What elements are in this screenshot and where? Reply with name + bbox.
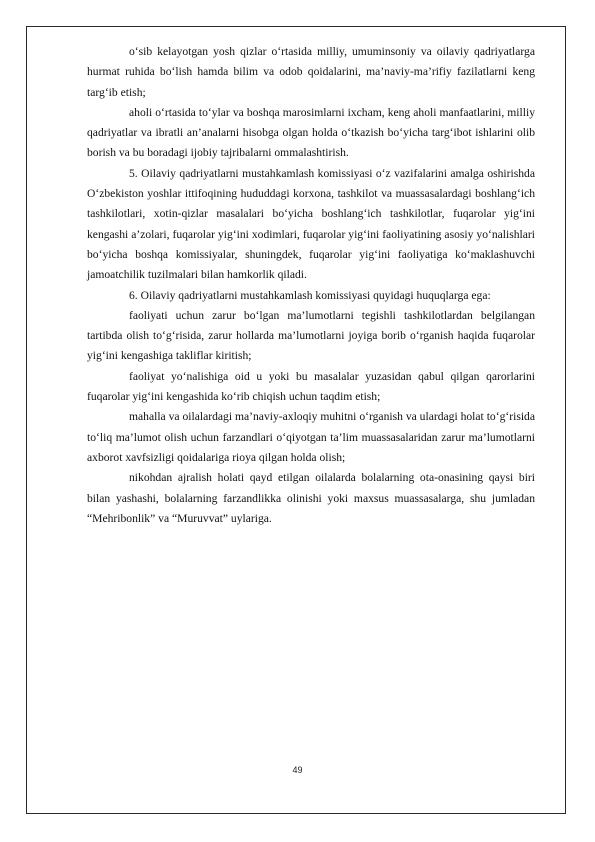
paragraph-1: o‘sib kelayotgan yosh qizlar o‘rtasida milliy, umuminsoniy va oilaviy qadriyatlarga hurmat ruhida bo‘lish hamda bilim va odob qoidalarini, ma’naviy-ma’rifiy fazilatlarni keng targ‘ib etish;: [87, 45, 535, 99]
paragraph-6: faoliyat yo‘nalishiga oid u yoki bu masalalar yuzasidan qabul qilgan qarorlarini fuqarolar yig‘ini kengashida ko‘rib chiqish uchun taqdim etish;: [87, 369, 535, 404]
paragraph-8: nikohdan ajralish holati qayd etilgan oilalarda bolalarning ota-onasining qaysi biri bilan yashashi, bolalarning farzandlikka olinishi yoki maxsus muassasalarga, shu jumladan “Mehribonlik” va “Muruvvat” uylariga.: [87, 471, 535, 525]
paragraph-5: faoliyati uchun zarur bo‘lgan ma’lumotlarni tegishli tashkilotlardan belgilangan tartibda olish to‘g‘risida, zarur hollarda ma’lumotlarni joyiga borib o‘rganish haqida fuqarolar yig‘ini kengashiga takliflar kiritish;: [87, 308, 535, 363]
document-body: [87, 42, 535, 529]
page-number: 49: [292, 765, 303, 775]
paragraph-4: 6. Oilaviy qadriyatlarni mustahkamlash komissiyasi quyidagi huquqlarga ega:: [129, 288, 491, 302]
paragraph-2: aholi o‘rtasida to‘ylar va boshqa marosimlarni ixcham, keng aholi manfaatlarini, milliy qadriyatlar va ibratli an’analarni hisobga olgan holda o‘tkazish bo‘yicha targ‘ibot ishlarini olib borish va bu boradagi ijobiy tajribalarni ommalashtirish.: [87, 105, 535, 160]
paragraph-7: mahalla va oilalardagi ma’naviy-axloqiy muhitni o‘rganish va ulardagi holat to‘g‘risida to‘liq ma’lumot olish uchun farzandlari o‘qiyotgan ta’lim muassasalaridan zarur ma’lumotlarni axborot xavfsizligi qoidalariga rioya qilgan holda olish;: [87, 410, 535, 464]
paragraph-3: 5. Oilaviy qadriyatlarni mustahkamlash komissiyasi o‘z vazifalarini amalga oshirishda O‘zbekiston yoshlar ittifoqining hududdagi korxona, tashkilot va muassasalardagi boshlang‘ich tashkilotlari, xotin-qizlar masalalari bo‘yicha boshlang‘ich tashkilotlar, fuqarolar yig‘ini kengashi a’zolari, fuqarolar yig‘ini xodimlari, fuqarolar yig‘ini faoliyatining asosiy yo‘nalishlari bo‘yicha boshqa komissiyalar, shuningdek, fuqarolar yig‘ini faoliyatiga ko‘maklashuvchi jamoatchilik tuzilmalari bilan hamkorlik qiladi.: [87, 166, 535, 282]
